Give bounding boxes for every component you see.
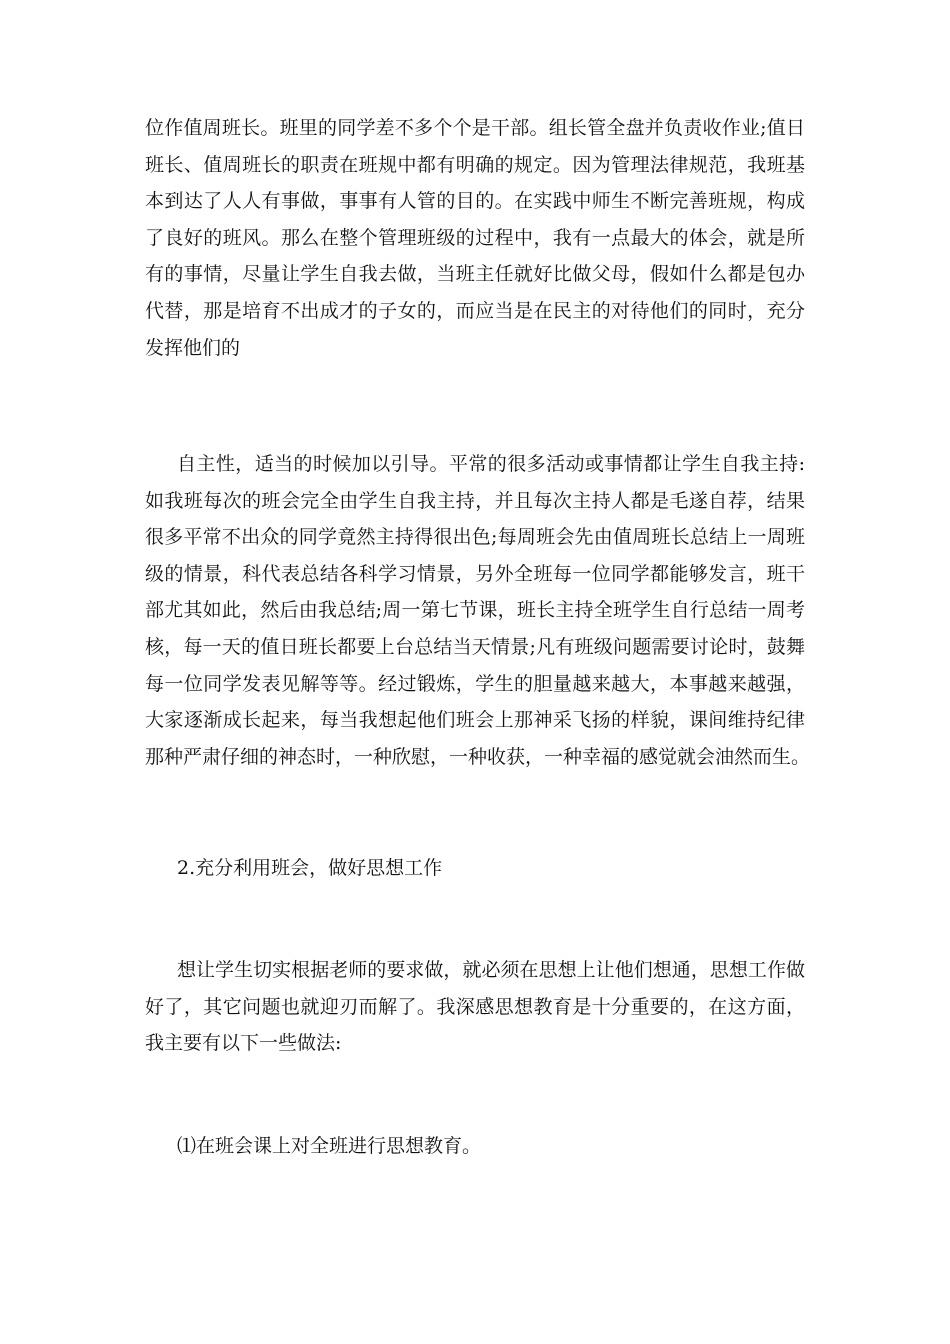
paragraph-line: 核，每一天的值日班长都要上台总结当天情景;凡有班级问题需要讨论时，鼓舞 [145,635,805,658]
paragraph-line: 如我班每次的班会完全由学生自我主持，并且每次主持人都是毛遂自荐，结果 [145,489,805,512]
paragraph-line: 发挥他们的 [145,336,241,359]
paragraph-line: 班长、值周班长的职责在班规中都有明确的规定。因为管理法律规范，我班基 [145,153,805,176]
paragraph-line: 部尤其如此，然后由我总结;周一第七节课，班长主持全班学生自行总结一周考 [145,599,805,622]
paragraph-2 [145,446,811,775]
paragraph-line: 位作值周班长。班里的同学差不多个个是干部。组长管全盘并负责收作业;值日 [145,117,805,139]
section-heading: 2.充分利用班会，做好思想工作 [177,857,443,879]
list-item: ⑴在班会课上对全班进行思想教育。 [177,1135,482,1157]
paragraph-line: 代替，那是培育不出成才的子女的，而应当是在民主的对待他们的同时，充分 [145,299,805,322]
paragraph-line: 有的事情，尽量让学生自我去做，当班主任就好比做父母，假如什么都是包办 [145,263,805,286]
paragraph-line: 很多平常不出众的同学竟然主持得很出色;每周班会先由值周班长总结上一周班 [145,526,805,549]
paragraph-line: 我主要有以下一些做法: [145,1032,342,1055]
paragraph-line: 了良好的班风。那么在整个管理班级的过程中，我有一点最大的体会，就是所 [145,226,805,249]
paragraph-3 [145,952,805,1062]
paragraph-line: 想让学生切实根据老师的要求做，就必须在思想上让他们想通，思想工作做 [177,959,805,981]
paragraph-line: 级的情景，科代表总结各科学习情景，另外全班每一位同学都能够发言，班干 [145,562,805,585]
paragraph-line: 好了，其它问题也就迎刃而解了。我深感思想教育是十分重要的，在这方面， [145,995,805,1018]
paragraph-line: 每一位同学发表见解等等。经过锻炼，学生的胆量越来越大，本事越来越强， [145,672,805,695]
paragraph-line: 那种严肃仔细的神态时，一种欣慰，一种收获，一种幸福的感觉就会油然而生。 [145,745,811,768]
paragraph-1 [145,110,805,366]
paragraph-line: 自主性，适当的时候加以引导。平常的很多活动或事情都让学生自我主持: [177,453,805,475]
paragraph-line: 大家逐渐成长起来，每当我想起他们班会上那神采飞扬的样貌，课间维持纪律 [145,709,805,732]
paragraph-line: 本到达了人人有事做，事事有人管的目的。在实践中师生不断完善班规，构成 [145,190,805,213]
